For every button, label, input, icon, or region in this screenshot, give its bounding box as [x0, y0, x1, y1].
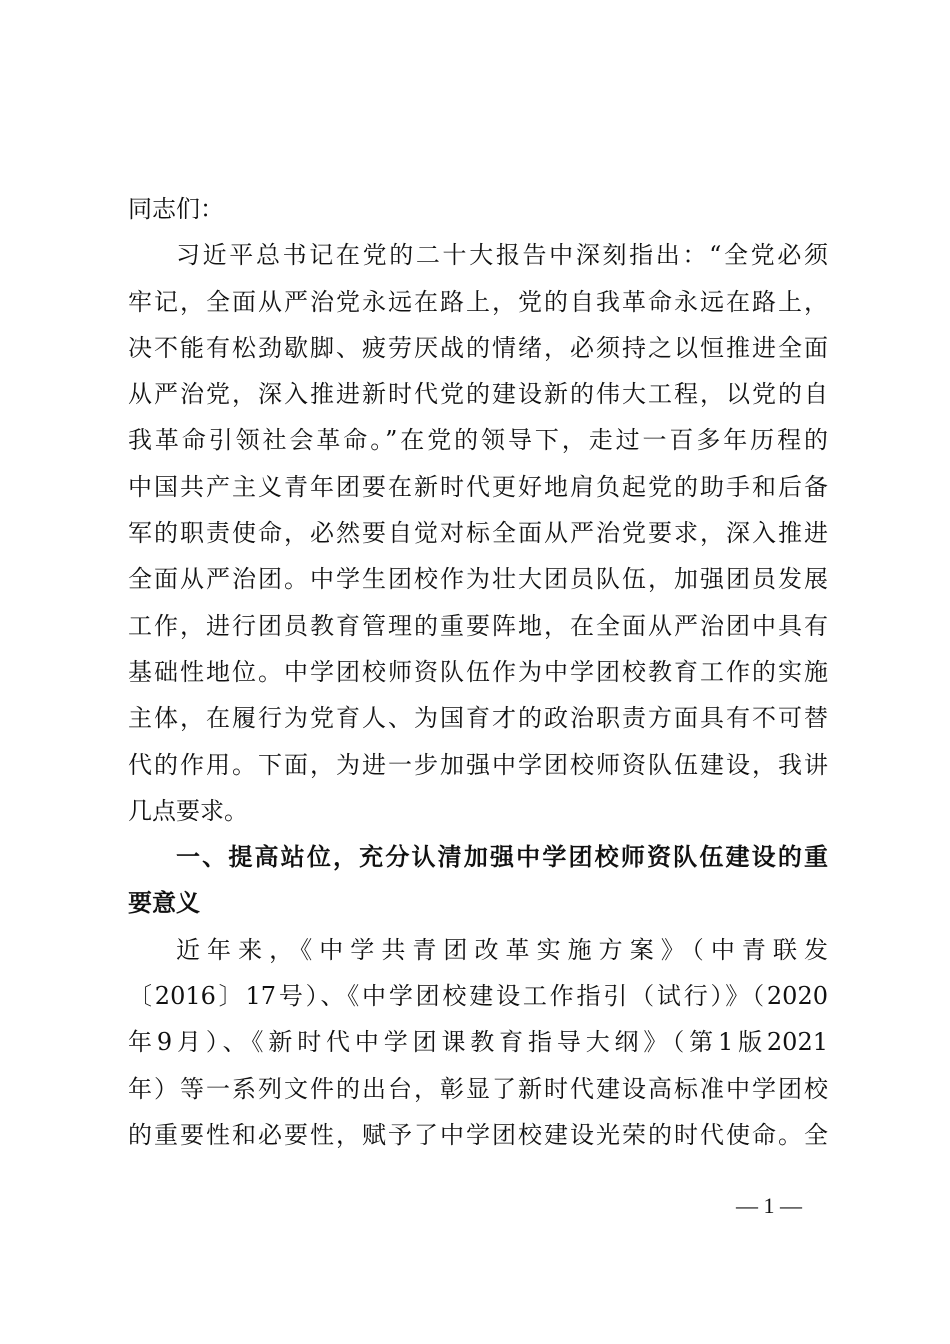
paragraph-section-1: [128, 927, 828, 1158]
paragraph-line: 全面从严治团。中学生团校作为壮大团员队伍，加强团员发展: [128, 565, 828, 594]
paragraph-line: 工作，进行团员教育管理的重要阵地，在全面从严治团中具有: [128, 611, 828, 640]
paragraph-line: 决不能有松劲歇脚、疲劳厌战的情绪，必须持之以恒推进全面: [128, 333, 828, 362]
paragraph-line: 近年来，《中学共青团改革实施方案》（中青联发: [176, 935, 828, 964]
paragraph-line: 基础性地位。中学团校师资队伍作为中学团校教育工作的实施: [128, 657, 828, 686]
paragraph-line: 习近平总书记在党的二十大报告中深刻指出：“全党必须: [176, 241, 828, 270]
heading-line: 要意义: [128, 889, 200, 918]
paragraph-intro: [128, 232, 828, 834]
paragraph-line: 中国共产主义青年团要在新时代更好地肩负起党的助手和后备: [128, 472, 828, 501]
paragraph-line: 代的作用。下面，为进一步加强中学团校师资队伍建设，我讲: [128, 750, 828, 779]
paragraph-line: 主体，在履行为党育人、为国育才的政治职责方面具有不可替: [128, 704, 828, 733]
paragraph-line: 几点要求。: [128, 796, 248, 825]
document-body: [128, 186, 828, 1158]
greeting: 同志们：: [128, 195, 224, 223]
paragraph-line: 〔2016〕17号）、《中学团校建设工作指引（试行）》（2020: [128, 982, 828, 1011]
paragraph-line: 从严治党，深入推进新时代党的建设新的伟大工程，以党的自: [128, 380, 828, 409]
heading-line: 一、提高站位，充分认清加强中学团校师资队伍建设的重: [176, 843, 828, 872]
section-heading-1: [128, 834, 828, 927]
paragraph-line: 年9月）、《新时代中学团课教育指导大纲》（第1版2021: [128, 1028, 828, 1057]
paragraph-line: 年）等一系列文件的出台，彰显了新时代建设高标准中学团校: [128, 1074, 828, 1103]
page-number: — 1 —: [736, 1193, 802, 1218]
paragraph-line: 军的职责使命，必然要自觉对标全面从严治党要求，深入推进: [128, 519, 828, 548]
paragraph-line: 牢记，全面从严治党永远在路上，党的自我革命永远在路上，: [128, 287, 828, 316]
paragraph-line: 我革命引领社会革命。”在党的领导下，走过一百多年历程的: [128, 426, 828, 455]
paragraph-line: 的重要性和必要性，赋予了中学团校建设光荣的时代使命。全: [128, 1120, 828, 1149]
